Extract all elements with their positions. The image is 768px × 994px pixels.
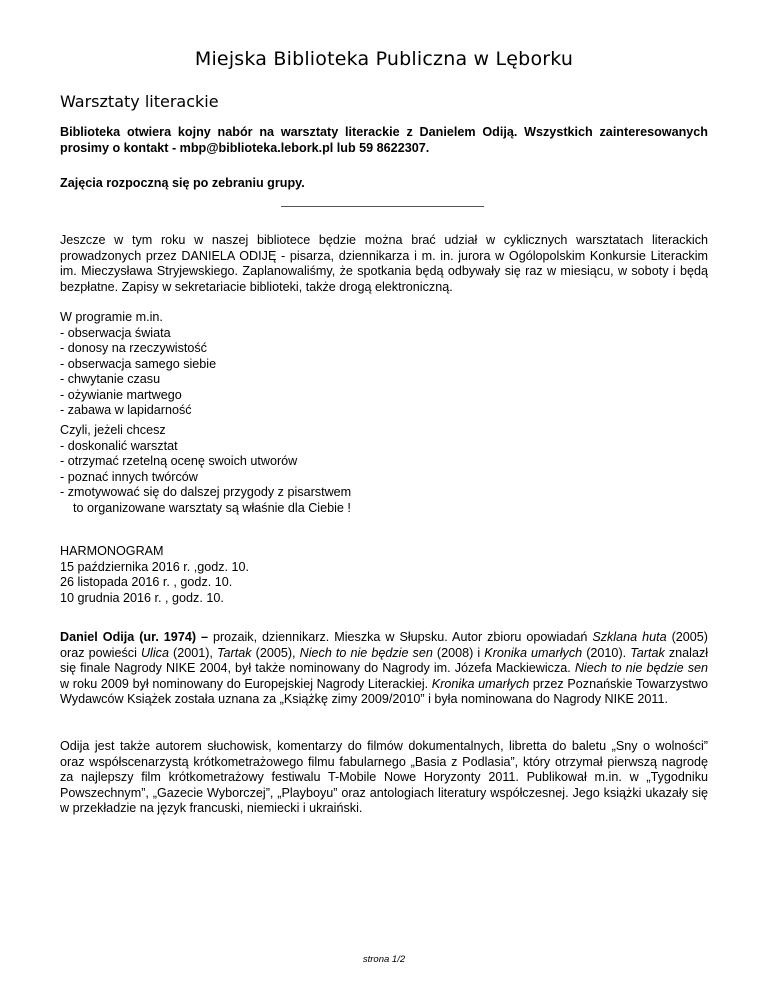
- book-title: Tartak: [217, 645, 252, 660]
- book-title: Tartak: [630, 645, 665, 660]
- program-list: [60, 310, 708, 419]
- schedule-heading: HARMONOGRAM: [60, 544, 164, 558]
- bio-paragraph: Daniel Odija (ur. 1974) – prozaik, dziennikarz. Mieszka w Słupsku. Autor zbioru opowiadań Szklana huta (2005) oraz powieści Ulica (2001), Tartak (2005), Niech to nie będzie sen (2008) i Kronika umarłych (2010). Tartak znalazł się finale Nagrody NIKE 2004, był także nominowany do Nagrody im. Józefa Mackiewicza. Niech to nie będzie sen w roku 2009 był nominowany do Europejskiej Nagrody Literackiej. Kronika umarłych przez Poznańskie Towarzystwo Wydawców Książek została uznana za „Książkę zimy 2009/2010” i była nominowana do Nagrody NIKE 2011.: [60, 630, 709, 706]
- site-title: Miejska Biblioteka Publiczna w Lęborku: [194, 48, 574, 70]
- list-item: - donosy na rzeczywistość: [60, 341, 207, 355]
- list-item: - chwytanie czasu: [60, 372, 161, 386]
- list-item: - otrzymać rzetelną ocenę swoich utworów: [60, 454, 298, 468]
- intro-paragraph: Jeszcze w tym roku w naszej bibliotece będzie można brać udział w cyklicznych warsztatach literackich prowadzonych przez DANIELA ODIJĘ - pisarza, dziennikarza i m. in. jurora w Ogólopolskim Konkursie Literackim im. Mieczysława Stryjewskiego. Zaplanowaliśmy, że spotkania będą odbywały się raz w miesiącu, w soboty i będą bezpłatne. Zapisy w sekretariacie biblioteki, także drogą elektroniczną.: [60, 233, 708, 294]
- book-title: Niech to nie będzie sen: [574, 661, 709, 675]
- book-title: Kronika umarłych: [484, 645, 583, 660]
- book-title: Szklana huta: [592, 630, 667, 644]
- divider-line: [281, 206, 484, 207]
- book-title: Ulica: [140, 645, 169, 660]
- program-heading: W programie m.in.: [60, 310, 163, 324]
- list-item: - zmotywować się do dalszej przygody z pisarstwem: [60, 485, 352, 499]
- book-title: Niech to nie będzie sen: [299, 645, 433, 660]
- bio-name: Daniel Odija (ur. 1974) –: [60, 630, 208, 644]
- audience-closing: to organizowane warsztaty są właśnie dla Ciebie !: [73, 500, 351, 515]
- list-item: - ożywianie martwego: [60, 387, 182, 402]
- page-number: strona 1/2: [362, 954, 406, 965]
- list-item: - obserwacja świata: [60, 325, 171, 340]
- bio-paragraph-2: Odija jest także autorem słuchowisk, komentarzy do filmów dokumentalnych, libretta do baletu „Sny o wolności” oraz współscenarzystą krótkometrażowego filmu fabularnego „Basia z Podlasia”, który otrzymał pierwszą nagrodę za najlepszy film krótkometrażowy festiwalu T-Mobile Nowe Horyzonty 2011. Publikował m.in. w „Tygodniku Powszechnym”, „Gazecie Wyborczej”, „Playboyu” oraz antologiach literatury współczesnej. Jego książki ukazały się w przekładzie na język francuski, niemiecki i ukraiński.: [60, 739, 708, 815]
- schedule-date: 10 grudnia 2016 r. , godz. 10.: [60, 590, 224, 605]
- section-title: Warsztaty literackie: [60, 92, 219, 111]
- schedule-date: 15 października 2016 r. ,godz. 10.: [60, 559, 250, 574]
- audience-heading: Czyli, jeżeli chcesz: [60, 423, 166, 437]
- list-item: - obserwacja samego siebie: [60, 356, 217, 371]
- list-item: - poznać innych twórców: [60, 469, 198, 484]
- list-item: - zabawa w lapidarność: [60, 403, 192, 417]
- announcement-text: Biblioteka otwiera kojny nabór na warsztaty literackie z Danielem Odiją. Wszystkich zainteresowanych prosimy o kontakt - mbp@biblioteka.lebork.pl lub 59 8622307.: [60, 125, 708, 155]
- schedule: [60, 544, 708, 606]
- list-item: - doskonalić warsztat: [60, 438, 178, 453]
- book-title: Kronika umarłych: [431, 676, 530, 691]
- start-note: Zajęcia rozpoczną się po zebraniu grupy.: [60, 176, 305, 190]
- audience-list: [60, 423, 708, 516]
- schedule-date: 26 listopada 2016 r. , godz. 10.: [60, 575, 233, 589]
